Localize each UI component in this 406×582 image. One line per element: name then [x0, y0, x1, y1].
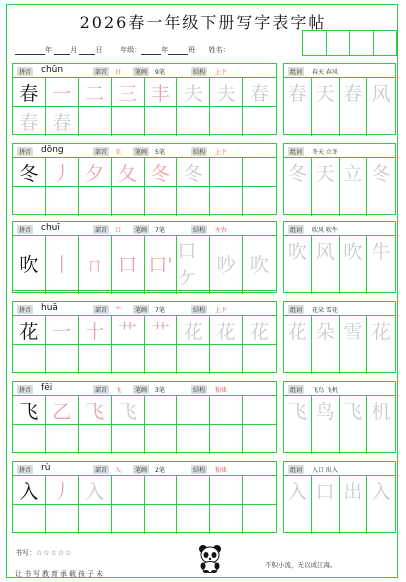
grid-cell — [46, 345, 79, 374]
pinyin-text: fēi — [41, 383, 53, 393]
char-info-header — [13, 302, 276, 316]
grid-cell: 十 — [79, 316, 112, 345]
radical-tag: 部首 — [95, 69, 108, 76]
practice-grid — [13, 236, 276, 294]
grid-cell — [210, 345, 243, 374]
words-tag: 组词 — [290, 149, 303, 156]
word-cell — [312, 265, 340, 294]
grid-cell: 口ケ — [177, 236, 210, 291]
grid-cell — [210, 396, 243, 425]
name-box — [327, 31, 351, 55]
grid-cell: 吵 — [210, 236, 243, 291]
words-panel — [283, 143, 396, 215]
grid-cell: 丨 — [46, 236, 79, 291]
word-cell — [312, 187, 340, 216]
grid-cell — [145, 345, 178, 374]
word-cell: 天 — [312, 158, 340, 187]
words-panel — [283, 63, 396, 135]
grid-cell — [177, 345, 210, 374]
word-cell: 冬 — [371, 163, 391, 185]
grid-cell — [145, 505, 178, 534]
grid-cell: 艹 — [112, 316, 145, 345]
word-cell — [312, 345, 340, 374]
grid-cell — [112, 476, 145, 505]
grid-cell: 冬 — [145, 158, 178, 187]
structure-value: 上下 — [215, 69, 228, 76]
grid-cell: 飞 — [13, 396, 46, 425]
strokes-value: 5笔 — [155, 149, 165, 156]
word-cell — [367, 345, 395, 374]
words-header — [284, 462, 395, 476]
character-block — [12, 143, 396, 215]
grid-cell — [13, 505, 46, 534]
pinyin-tag: 拼音 — [19, 387, 32, 394]
word-cell — [367, 425, 395, 454]
word-cell — [284, 107, 312, 136]
grid-cell — [177, 425, 210, 454]
pinyin-text: rù — [41, 463, 51, 473]
month-label: 月 — [70, 46, 78, 54]
structure-tag: 结构 — [193, 149, 206, 156]
rating-label: 书写： — [15, 549, 36, 557]
structure-tag: 结构 — [193, 387, 206, 394]
structure-value: 独体 — [215, 387, 228, 394]
grid-cell — [145, 476, 178, 505]
name-label: 姓名： — [208, 46, 230, 54]
words-tag: 组词 — [290, 467, 303, 474]
practice-panel — [12, 381, 277, 453]
grid-cell — [145, 396, 178, 425]
words-header — [284, 144, 395, 158]
grid-cell — [177, 476, 210, 505]
words-value: 飞鸟 飞机 — [312, 387, 338, 394]
words-header — [284, 222, 395, 236]
pinyin-tag: 拼音 — [19, 149, 32, 156]
grid-cell: ㄇ — [79, 236, 112, 291]
words-grid — [284, 476, 395, 534]
grid-cell: 一 — [46, 78, 79, 107]
pinyin-tag: 拼音 — [19, 467, 32, 474]
grid-cell — [112, 187, 145, 216]
grid-cell — [79, 187, 112, 216]
structure-tag: 结构 — [193, 307, 206, 314]
grid-cell: 丿 — [46, 158, 79, 187]
word-cell: 花 — [284, 316, 312, 345]
grid-cell: 三 — [112, 78, 145, 107]
words-panel — [283, 301, 396, 373]
slogan: 让书写教育承载孩子未 — [15, 570, 105, 578]
char-info-header — [13, 144, 276, 158]
words-value: 花朵 雪花 — [312, 307, 338, 314]
word-cell — [367, 505, 395, 534]
grid-cell: 入 — [13, 476, 46, 505]
grid-cell — [13, 291, 46, 294]
word-cell — [367, 187, 395, 216]
grid-cell — [210, 425, 243, 454]
structure-tag: 结构 — [193, 227, 206, 234]
grid-cell: 乙 — [46, 396, 79, 425]
grid-cell — [177, 291, 210, 294]
words-value: 冬天 立冬 — [312, 149, 338, 156]
panda-icon — [197, 543, 223, 573]
grid-cell: 入 — [79, 476, 112, 505]
grid-cell — [210, 476, 243, 505]
practice-grid — [13, 158, 276, 216]
word-cell: 飞 — [284, 396, 312, 425]
grid-cell — [243, 291, 276, 294]
word-cell: 朵 — [312, 316, 340, 345]
structure-tag: 结构 — [193, 467, 206, 474]
words-tag: 组词 — [290, 387, 303, 394]
grid-cell — [145, 187, 178, 216]
word-cell — [284, 265, 312, 294]
strokes-value: 7笔 — [155, 307, 165, 314]
rating-row — [15, 548, 72, 558]
grid-cell: 花 — [210, 316, 243, 345]
character-block — [12, 221, 396, 293]
grid-cell: 口 — [112, 236, 145, 291]
grid-cell — [145, 107, 178, 136]
word-cell — [312, 107, 340, 136]
pinyin-text: dōng — [41, 145, 64, 155]
strokes-tag: 笔画 — [135, 307, 148, 314]
grid-cell — [145, 425, 178, 454]
info-line — [15, 45, 230, 55]
practice-grid — [13, 316, 276, 374]
grid-cell — [210, 158, 243, 187]
strokes-tag: 笔画 — [135, 149, 148, 156]
word-cell — [284, 345, 312, 374]
word-cell — [284, 505, 312, 534]
strokes-tag: 笔画 — [135, 227, 148, 234]
grid-cell: 二 — [79, 78, 112, 107]
grid-cell — [79, 107, 112, 136]
words-grid — [284, 78, 395, 136]
grid-cell — [79, 425, 112, 454]
structure-value: 左右 — [215, 227, 228, 234]
grid-cell: 吹 — [13, 236, 46, 291]
radical-tag: 部首 — [95, 227, 108, 234]
grid-cell: 冬 — [177, 158, 210, 187]
word-cell — [312, 505, 340, 534]
structure-tag: 结构 — [193, 69, 206, 76]
grid-cell — [210, 187, 243, 216]
grid-cell: 艹 — [145, 316, 178, 345]
grid-cell — [243, 396, 276, 425]
grid-cell — [46, 425, 79, 454]
structure-value: 上下 — [215, 307, 228, 314]
strokes-value: 3笔 — [155, 387, 165, 394]
radical-value: 夂 — [115, 149, 122, 156]
strokes-value: 9笔 — [155, 69, 165, 76]
grid-cell — [46, 505, 79, 534]
word-cell — [340, 505, 368, 534]
motto: 不积小流，无以成江海。 — [265, 561, 337, 569]
radical-value: 口 — [115, 227, 122, 234]
name-box — [303, 31, 327, 55]
word-cell: 口 — [312, 476, 340, 505]
grid-cell: 吹 — [243, 236, 276, 291]
grid-cell: 夕 — [79, 158, 112, 187]
grid-cell — [112, 345, 145, 374]
worksheet-page — [6, 4, 398, 578]
grid-cell: 夫 — [210, 78, 243, 107]
word-cell: 冬 — [284, 158, 312, 187]
word-cell: 风 — [312, 236, 340, 265]
words-panel — [283, 461, 396, 533]
page-title: 2026春一年级下册写字表字帖 — [79, 13, 327, 32]
practice-grid — [13, 396, 276, 454]
radical-tag: 部首 — [95, 387, 108, 394]
word-cell: 鸟 — [312, 396, 340, 425]
grid-cell — [243, 187, 276, 216]
grid-cell — [210, 291, 243, 294]
words-header — [284, 64, 395, 78]
grid-cell — [112, 425, 145, 454]
word-cell: 牛 — [371, 241, 391, 263]
grid-cell: 飞 — [79, 396, 112, 425]
char-info-header — [13, 382, 276, 396]
char-info-header — [13, 222, 276, 236]
grade-label: 年级： — [120, 46, 142, 54]
grid-cell — [210, 505, 243, 534]
words-tag: 组词 — [290, 227, 303, 234]
grid-cell — [79, 505, 112, 534]
grid-cell — [145, 291, 178, 294]
word-cell — [284, 187, 312, 216]
word-cell: 吹 — [284, 236, 312, 265]
strokes-tag: 笔画 — [135, 69, 148, 76]
grid-cell — [177, 187, 210, 216]
char-info-header — [13, 462, 276, 476]
strokes-tag: 笔画 — [135, 387, 148, 394]
grid-cell — [79, 345, 112, 374]
pinyin-text: chuī — [41, 223, 60, 233]
words-header — [284, 382, 395, 396]
radical-value: 艹 — [115, 307, 122, 314]
word-cell — [340, 107, 368, 136]
practice-panel — [12, 143, 277, 215]
word-cell: 飞 — [340, 396, 368, 425]
grid-cell — [13, 345, 46, 374]
grid-cell: 花 — [243, 316, 276, 345]
structure-value: 独体 — [215, 467, 228, 474]
word-cell: 出 — [340, 476, 368, 505]
strokes-value: 2笔 — [155, 467, 165, 474]
words-grid — [284, 396, 395, 454]
word-cell — [340, 187, 368, 216]
words-tag: 组词 — [290, 307, 303, 314]
word-cell: 机 — [371, 401, 391, 423]
practice-panel — [12, 63, 277, 135]
grid-cell: 冬 — [13, 158, 46, 187]
words-panel — [283, 381, 396, 453]
words-grid — [284, 316, 395, 374]
grid-cell: 夂 — [112, 158, 145, 187]
pinyin-text: chūn — [41, 65, 64, 75]
name-boxes — [302, 30, 397, 56]
practice-grid — [13, 78, 276, 136]
grid-cell — [13, 425, 46, 454]
grid-cell — [112, 505, 145, 534]
grid-cell — [210, 107, 243, 136]
word-cell — [340, 425, 368, 454]
words-value: 入口 出入 — [312, 467, 338, 474]
practice-grid — [13, 476, 276, 534]
radical-tag: 部首 — [95, 149, 108, 156]
character-block — [12, 63, 396, 135]
char-info-header — [13, 64, 276, 78]
grid-cell — [243, 158, 276, 187]
grid-cell — [112, 107, 145, 136]
character-block — [12, 461, 396, 533]
word-cell — [367, 265, 395, 294]
word-cell — [340, 345, 368, 374]
pinyin-tag: 拼音 — [19, 227, 32, 234]
grid-cell — [243, 425, 276, 454]
radical-tag: 部首 — [95, 307, 108, 314]
name-box — [350, 31, 374, 55]
word-cell: 花 — [371, 321, 391, 343]
pinyin-tag: 拼音 — [19, 307, 32, 314]
word-cell: 入 — [284, 476, 312, 505]
practice-panel — [12, 301, 277, 373]
grid-cell: 一 — [46, 316, 79, 345]
grid-cell: 丰 — [145, 78, 178, 107]
radical-value: 入 — [115, 467, 122, 474]
grid-cell — [46, 187, 79, 216]
grid-cell: 飞 — [112, 396, 145, 425]
strokes-value: 7笔 — [155, 227, 165, 234]
grid-cell: 口' — [145, 236, 178, 291]
radical-tag: 部首 — [95, 467, 108, 474]
word-cell — [340, 265, 368, 294]
radical-value: 飞 — [115, 387, 122, 394]
word-cell: 风 — [371, 83, 391, 105]
word-cell: 雪 — [340, 316, 368, 345]
grid-cell — [46, 291, 79, 294]
word-cell: 吹 — [340, 236, 368, 265]
grid-cell: 花 — [13, 316, 46, 345]
grade-unit: 年 — [161, 46, 169, 54]
pinyin-text: huā — [41, 303, 58, 313]
radical-value: 日 — [115, 69, 122, 76]
practice-panel — [12, 221, 277, 293]
grid-cell — [177, 396, 210, 425]
grid-cell: 春 — [13, 107, 46, 136]
grid-cell — [243, 345, 276, 374]
grid-cell: 春 — [243, 78, 276, 107]
word-cell — [284, 425, 312, 454]
words-panel — [283, 221, 396, 293]
practice-panel — [12, 461, 277, 533]
word-cell — [367, 107, 395, 136]
star-rating: ☆☆☆☆☆ — [36, 549, 73, 557]
words-value: 春天 春风 — [312, 69, 338, 76]
pinyin-tag: 拼音 — [19, 69, 32, 76]
strokes-tag: 笔画 — [135, 467, 148, 474]
grid-cell: 春 — [13, 78, 46, 107]
grid-cell — [177, 505, 210, 534]
character-block — [12, 301, 396, 373]
words-grid — [284, 158, 395, 216]
grid-cell — [243, 505, 276, 534]
word-cell: 春 — [340, 78, 368, 107]
grid-cell — [243, 107, 276, 136]
word-cell — [312, 425, 340, 454]
class-unit: 班 — [188, 46, 196, 54]
grid-cell: 春 — [46, 107, 79, 136]
word-cell: 春 — [284, 78, 312, 107]
name-box — [374, 31, 397, 55]
word-cell: 入 — [371, 481, 391, 503]
character-block — [12, 381, 396, 453]
grid-cell: 花 — [177, 316, 210, 345]
grid-cell — [177, 107, 210, 136]
word-cell: 天 — [312, 78, 340, 107]
grid-cell — [243, 476, 276, 505]
day-label: 日 — [95, 46, 103, 54]
words-value: 吹风 吹牛 — [312, 227, 338, 234]
grid-cell — [112, 291, 145, 294]
words-grid — [284, 236, 395, 294]
structure-value: 上下 — [215, 149, 228, 156]
grid-cell: 丿 — [46, 476, 79, 505]
words-header — [284, 302, 395, 316]
year-label: 年 — [45, 46, 52, 54]
word-cell: 立 — [340, 158, 368, 187]
grid-cell — [79, 291, 112, 294]
words-tag: 组词 — [290, 69, 303, 76]
grid-cell — [13, 187, 46, 216]
grid-cell: 夫 — [177, 78, 210, 107]
